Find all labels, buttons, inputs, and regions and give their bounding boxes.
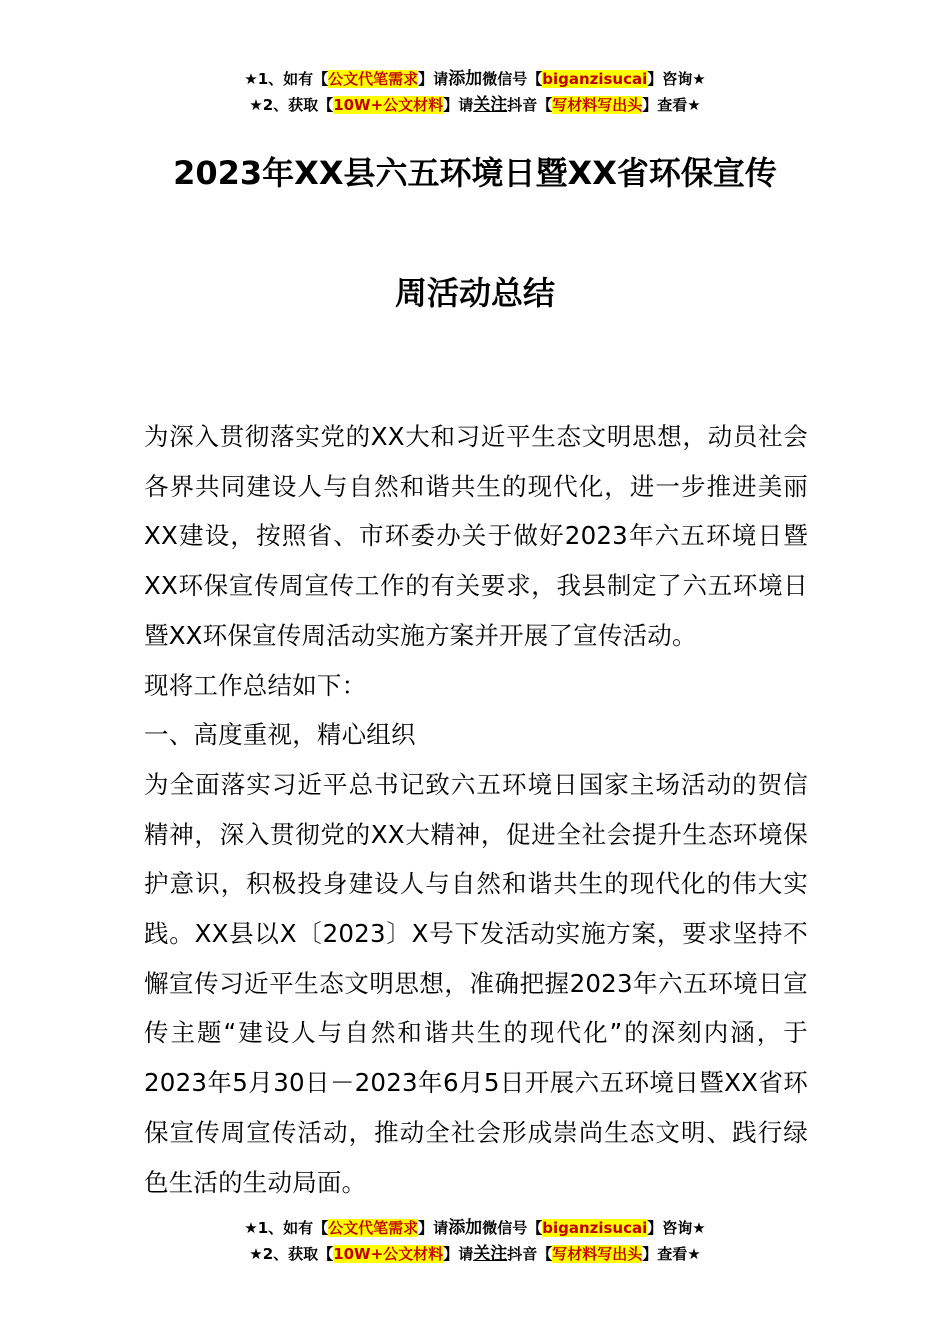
promo-banner-bottom xyxy=(0,1215,950,1267)
promo-text: 】咨询★ xyxy=(647,1219,706,1237)
body-paragraph: 为深入贯彻落实党的XX大和习近平生态文明思想，动员社会各界共同建设人与自然和谐共生的现代化，进一步推进美丽XX建设，按照省、市环委办关于做好2023年六五环境日暨XX环保宣传周宣传工作的有关要求，我县制定了六五环境日暨XX环保宣传周活动实施方案并开展了宣传活动。 xyxy=(144,422,808,650)
promo-text: 】查看★ xyxy=(642,1245,701,1263)
promo-highlight-wechat-id: biganzisucai xyxy=(542,1219,648,1237)
promo-text: 】咨询★ xyxy=(647,70,706,88)
promo-text: ★1、如有【 xyxy=(244,70,329,88)
promo-highlight-douyin: 写材料写出头 xyxy=(552,1245,643,1263)
promo-text: 】请 xyxy=(418,70,449,88)
promo-text: 】查看★ xyxy=(642,96,701,114)
promo-highlight: 10W+公文材料 xyxy=(333,1245,444,1263)
promo-emphasis: 关注 xyxy=(473,95,508,115)
promo-highlight: 公文代笔需求 xyxy=(328,70,419,88)
promo-text: 】请 xyxy=(443,1245,474,1263)
document-title-line-2: 周活动总结 xyxy=(394,274,555,312)
promo-line-1 xyxy=(0,66,950,92)
body-paragraph: 现将工作总结如下： xyxy=(144,670,367,700)
promo-line-2 xyxy=(0,1241,950,1267)
body-paragraph: 为全面落实习近平总书记致六五环境日国家主场活动的贺信精神，深入贯彻党的XX大精神，促进全社会提升生态环境保护意识，积极投身建设人与自然和谐共生的现代化的伟大实践。XX县以X〔2023〕X号下发活动实施方案，要求坚持不懈宣传习近平生态文明思想，准确把握2023年六五环境日宣传主题“建设人与自然和谐共生的现代化”的深刻内涵，于2023年5月30日－2023年6月5日开展六五环境日暨XX省环保宣传周宣传活动，推动全社会形成崇尚生态文明、践行绿色生活的生动局面。 xyxy=(144,769,808,1197)
promo-text: ★2、获取【 xyxy=(249,1245,334,1263)
promo-text: ★2、获取【 xyxy=(249,96,334,114)
promo-banner-top xyxy=(0,66,950,118)
promo-emphasis: 添加 xyxy=(448,69,483,89)
promo-text: 微信号【 xyxy=(482,1219,543,1237)
promo-emphasis: 关注 xyxy=(473,1244,508,1264)
promo-line-2 xyxy=(0,92,950,118)
promo-line-1 xyxy=(0,1215,950,1241)
promo-highlight: 10W+公文材料 xyxy=(333,96,444,114)
document-title-line-1: 2023年XX县六五环境日暨XX省环保宣传 xyxy=(173,154,777,192)
promo-text: ★1、如有【 xyxy=(244,1219,329,1237)
promo-text: 】请 xyxy=(443,96,474,114)
section-heading: 一、高度重视，精心组织 xyxy=(144,720,416,750)
document-body xyxy=(144,412,808,1207)
promo-highlight-douyin: 写材料写出头 xyxy=(552,96,643,114)
promo-text: 微信号【 xyxy=(482,70,543,88)
promo-text: 】请 xyxy=(418,1219,449,1237)
promo-text: 抖音【 xyxy=(507,96,553,114)
promo-text: 抖音【 xyxy=(507,1245,553,1263)
promo-emphasis: 添加 xyxy=(448,1218,483,1238)
promo-highlight-wechat-id: biganzisucai xyxy=(542,70,648,88)
promo-highlight: 公文代笔需求 xyxy=(328,1219,419,1237)
